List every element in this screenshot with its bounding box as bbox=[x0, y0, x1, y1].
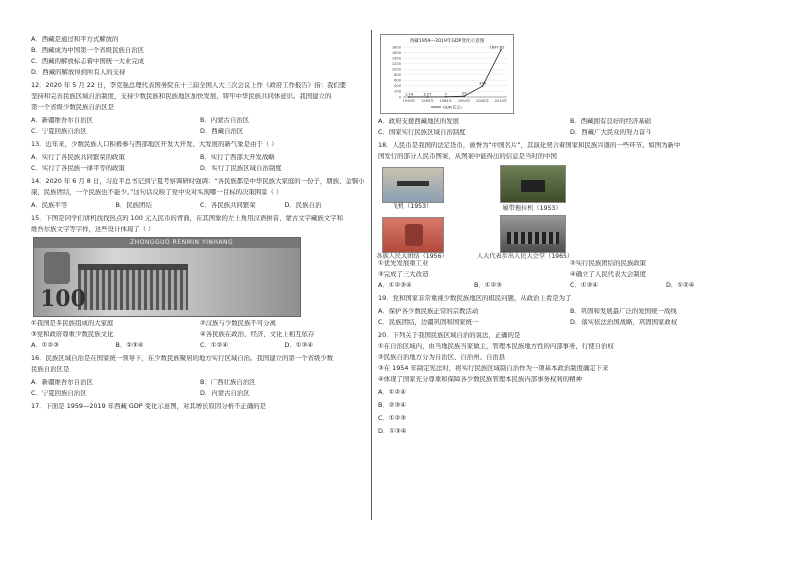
legend-label: GDP(亿元) bbox=[443, 104, 462, 110]
option: ②汉族与少数民族不可分离 bbox=[200, 320, 277, 327]
option: C．国家实行民族区域自治制度 bbox=[378, 129, 466, 136]
option: ③完成了三大改造 bbox=[378, 271, 429, 278]
option: C．①②④ bbox=[200, 342, 229, 349]
banknote-image bbox=[33, 237, 301, 317]
y-tick-label: 1200 bbox=[391, 61, 401, 66]
option: ③党和政府尊重少数民族文化 bbox=[31, 331, 114, 338]
y-tick-label: 1600 bbox=[391, 50, 401, 55]
right-column bbox=[378, 34, 762, 436]
x-tick-label: 2019年 bbox=[494, 99, 508, 103]
currency-unity-image bbox=[382, 217, 444, 253]
option-line: D．西藏的解放得到所有人的支持 bbox=[31, 69, 126, 76]
option: A．保护各少数民族正常的宗教活动 bbox=[378, 308, 479, 315]
question-text: 18．人民币是我国的法定货币，被誉为“中国名片”，其演化契合着国家和民族兴盛的一些环节。如图为新中 bbox=[378, 142, 681, 149]
option-line: A．西藏是通过和平方式解放的 bbox=[31, 36, 119, 43]
option: A．政府支援西藏地区的发展 bbox=[378, 118, 460, 125]
question-text: 民族自治区是 bbox=[31, 366, 70, 373]
question-text: 17．下面是 1959—2019 年西藏 GDP 变化示意图，对其增长原因分析不正确的是 bbox=[31, 403, 267, 410]
y-tick-label: 0 bbox=[398, 95, 401, 100]
currency-caption: 履带拖拉机（1953） bbox=[502, 205, 562, 212]
option: D．西藏自治区 bbox=[200, 128, 244, 135]
data-label: 1697.82 bbox=[489, 45, 505, 50]
question-text: 15．下图是同学们讲机找找热点的 100 元人民币的背面，在其图象的左上角用汉语拼音、蒙古文字藏族文字和 bbox=[31, 215, 343, 222]
option-line: B．②③④ bbox=[378, 402, 406, 409]
option: B．广西壮族自治区 bbox=[200, 379, 256, 386]
question-text: 20．下列关于我国民族区域自治的说法，正确的是 bbox=[378, 332, 521, 339]
x-tick-label: 1959年 bbox=[402, 99, 416, 103]
series-line bbox=[409, 50, 501, 97]
option: B．内蒙古自治区 bbox=[200, 117, 250, 124]
option-line: C．西藏的解放标志着中国统一大业完成 bbox=[31, 58, 145, 65]
option: C．①③④ bbox=[570, 282, 599, 289]
y-tick-label: 1400 bbox=[391, 56, 401, 61]
y-tick-label: 800 bbox=[394, 73, 401, 78]
currency-caption: 人大代表步出人民大会堂（1965） bbox=[477, 253, 574, 260]
x-tick-label: 1965年 bbox=[421, 99, 434, 103]
option: C．宁夏回族自治区 bbox=[31, 128, 87, 135]
statement: ④体现了国家充分尊重和保障各少数民族管理本民族内部事务权利的精神 bbox=[378, 376, 582, 383]
option-line: A．①②④ bbox=[378, 389, 406, 396]
question-text: 19．党和国家非常重视少数民族地区的棋民问题，从政治上看是为了 bbox=[378, 295, 572, 302]
data-label: 7 bbox=[444, 92, 447, 97]
option: D．实行了民族区域自治制度 bbox=[200, 165, 282, 172]
data-label: 394 bbox=[479, 81, 487, 86]
option: C．宁夏回族自治区 bbox=[31, 390, 87, 397]
y-tick-label: 400 bbox=[394, 84, 401, 89]
option: D．①②④ bbox=[666, 282, 695, 289]
option: A．①②③④ bbox=[378, 282, 412, 289]
currency-caption: 飞机（1953） bbox=[391, 203, 433, 210]
question-text: 坚持和完善民族区域自治制度，支持少数民族和民族地区加快发展，铸牢中华民族共同体意识。我国建立的 bbox=[31, 93, 332, 100]
question-text: 维吾尔族文字等字样，这些设计体现了（ ） bbox=[31, 226, 155, 233]
option-line: B．西藏成为中国第一个省级民族自治区 bbox=[31, 47, 145, 54]
data-label: 3.27 bbox=[423, 92, 432, 97]
question-text: 16．民族区域自治是在国家统一领导下，在少数民族聚居的地方实行区域自治。我国建立的第一个省级少数 bbox=[31, 355, 334, 362]
option: C．各民族共同繁荣 bbox=[200, 202, 256, 209]
left-column bbox=[31, 36, 369, 411]
banknote-band bbox=[34, 238, 300, 248]
question-text: 12．2020 年 5 月 22 日，李克强总理代表国务院在十三届全国人大三次会议上作《政府工作报告》指：我们要 bbox=[31, 82, 347, 89]
y-tick-label: 1800 bbox=[391, 45, 401, 50]
y-tick-label: 600 bbox=[394, 78, 401, 83]
option-line: C．①②③ bbox=[378, 415, 407, 422]
x-tick-label: 1984年 bbox=[439, 99, 453, 103]
option: A．民族平等 bbox=[31, 202, 68, 209]
statement: ③在 1954 年制定宪法时，将实行民族区域制自治作为一项基本政治制度确定下来 bbox=[378, 365, 609, 372]
option: ①优先发展重工业 bbox=[378, 260, 429, 267]
currency-caption: 各族人民大团结（1956） bbox=[376, 253, 448, 260]
option: C．民族团结，边疆巩固和国家统一 bbox=[378, 319, 479, 326]
option: A．实行了各民族共同繁荣的政策 bbox=[31, 154, 125, 161]
option: A．①②③ bbox=[31, 342, 59, 349]
option: B．西藏拥有良好的经济基础 bbox=[570, 118, 652, 125]
currency-airplane-image bbox=[382, 167, 444, 203]
column-divider bbox=[371, 30, 372, 520]
chart-title: 西藏1959—2019年GDP变化示意图 bbox=[409, 39, 485, 44]
option: ④确立了人民代表大会制度 bbox=[570, 271, 647, 278]
gdp-chart bbox=[380, 34, 514, 114]
option: A．新疆维吾尔自治区 bbox=[31, 117, 93, 124]
option: B．巩固和发展最广泛的爱国统一战线 bbox=[570, 308, 677, 315]
banknote-emblem bbox=[44, 252, 70, 284]
option: D．落实依法治国战略，巩固国家政权 bbox=[570, 319, 678, 326]
banknote-band-text: ZHONGGUO RENMIN YINHANG bbox=[130, 239, 234, 246]
statement: ②民族自治地方分为自治区、自治州、自治县 bbox=[378, 354, 506, 361]
gdp-chart-svg bbox=[381, 35, 513, 113]
option-line: D．①③④ bbox=[378, 428, 407, 435]
question-text: 13．近年来，少数民族人口积极参与西部地区开发大开发、大发展的新气象是由于（ ） bbox=[31, 141, 278, 148]
statement: ①在自治区域内，由当地民族当家做主，管理本民族地方性的内部事务，行使自治权 bbox=[378, 343, 614, 350]
question-text: 14．2020 年 6 月 8 日，习近平总书记到宁夏考察调研时强调：“各民族都是中华民族大家庭的一份子，朋族、金铜小 bbox=[31, 178, 365, 185]
option: ②实行民族团结的民族政策 bbox=[570, 260, 647, 267]
option: B．民族团结 bbox=[115, 202, 152, 209]
option: D．内蒙古自治区 bbox=[200, 390, 250, 397]
option: C．实行了各民族一律平等的政策 bbox=[31, 165, 125, 172]
y-tick-label: 200 bbox=[394, 89, 401, 94]
option: B．实行了西部大开发战略 bbox=[200, 154, 275, 161]
x-tick-label: 2008年 bbox=[476, 99, 489, 103]
option: B．①②③ bbox=[474, 282, 502, 289]
currency-congress-image bbox=[500, 215, 566, 253]
option: D．①③④ bbox=[284, 342, 313, 349]
banknote-value: 100 bbox=[40, 286, 86, 312]
option: A．新疆维吾尔自治区 bbox=[31, 379, 93, 386]
question-text: 第一个省级少数民族自治区是 bbox=[31, 104, 115, 111]
banknote-hall-illustration bbox=[78, 264, 188, 310]
option: ①我国是多民族组成的大家庭 bbox=[31, 320, 114, 327]
option: B．②③④ bbox=[115, 342, 144, 349]
currency-images bbox=[376, 163, 762, 260]
y-tick-label: 1000 bbox=[391, 67, 401, 72]
option: D．民族自治 bbox=[284, 202, 322, 209]
question-text: 国发行的部分人民币图案，从图案中能得出的信息是当时的中国 bbox=[378, 153, 557, 160]
question-text: 康，民族团结，一个民族也不能少。”这句话反映了党中央对实现哪一目标的决策围景（ ） bbox=[31, 189, 283, 196]
option: ④各民族在政治、经济、文化上相互依存 bbox=[200, 331, 315, 338]
x-tick-label: 1994年 bbox=[457, 99, 471, 103]
data-label: 1.74 bbox=[404, 92, 414, 97]
data-label: 29 bbox=[461, 91, 467, 96]
currency-tractor-image bbox=[500, 165, 566, 203]
option: D．西藏广大民众的努力奋斗 bbox=[570, 129, 652, 136]
